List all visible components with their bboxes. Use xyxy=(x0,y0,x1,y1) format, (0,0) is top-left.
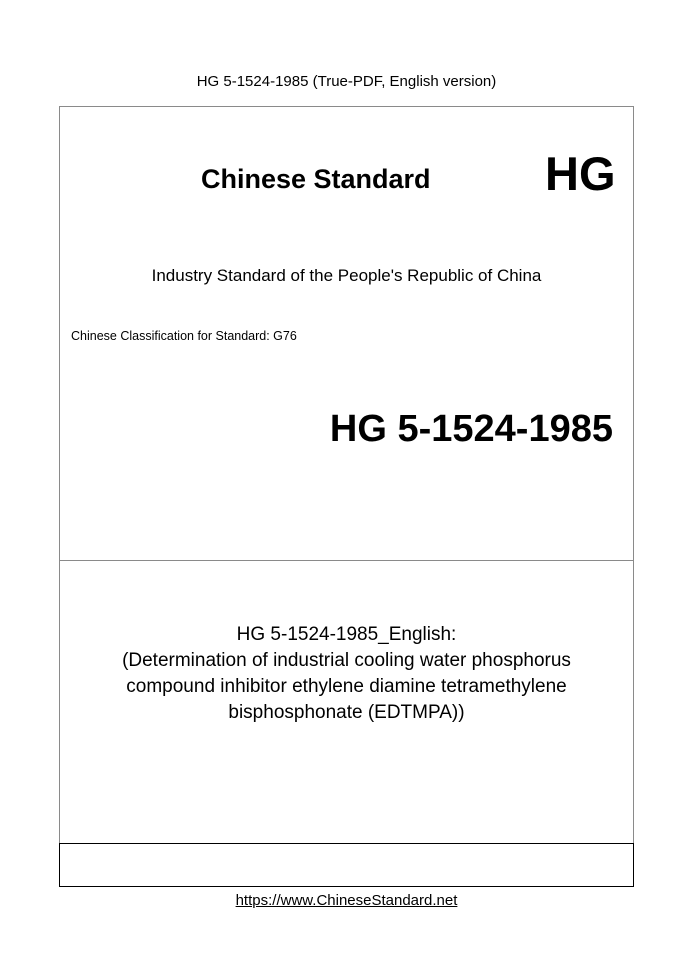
title-line: (Determination of industrial cooling water phosphorus xyxy=(122,650,571,671)
industry-standard-line: Industry Standard of the People's Republic of China xyxy=(151,266,542,285)
website-link[interactable]: https://www.ChineseStandard.net xyxy=(235,892,458,909)
standard-number: HG 5-1524-1985 xyxy=(329,408,613,450)
cover-heading: Chinese Standard xyxy=(201,164,431,194)
title-line: bisphosphonate (EDTMPA)) xyxy=(228,702,465,723)
title-line: compound inhibitor ethylene diamine tetramethylene xyxy=(126,676,567,697)
title-line: HG 5-1524-1985_English: xyxy=(236,624,457,645)
standard-title xyxy=(59,622,634,726)
cover-bottom-frame xyxy=(59,843,634,887)
page-header: HG 5-1524-1985 (True-PDF, English version) xyxy=(196,73,497,90)
page-footer xyxy=(0,892,693,910)
classification-line: Chinese Classification for Standard: G76 xyxy=(71,329,297,343)
standard-code-mark: HG xyxy=(545,147,616,200)
